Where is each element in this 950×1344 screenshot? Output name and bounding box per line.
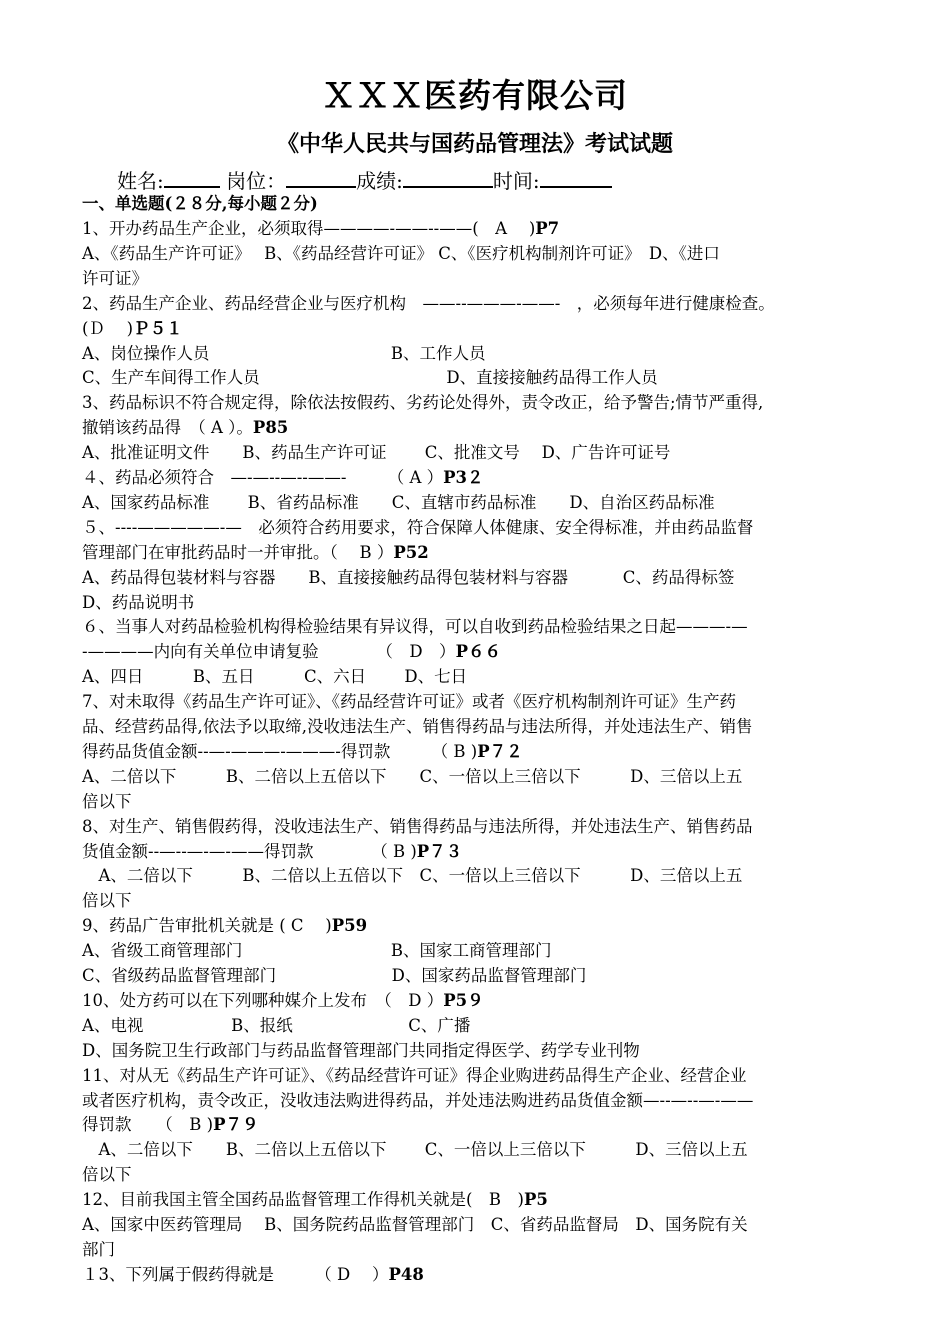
question-line (82, 740, 523, 764)
page-reference: P７９ (213, 1115, 259, 1135)
question-line (82, 516, 753, 540)
question-text: 1、开办药品生产企业，必须取得————-——--——( A ) (82, 219, 536, 238)
page-reference: P６６ (455, 642, 501, 662)
question-line (82, 1213, 748, 1237)
question-text: -————内向有关单位申请复验 （ D ） (82, 642, 456, 662)
question-line (82, 416, 288, 440)
question-text: 得罚款 （ B ) (82, 1115, 214, 1135)
question-line (82, 391, 763, 415)
question-line (82, 1113, 258, 1137)
question-line (82, 317, 183, 341)
post-blank (286, 166, 356, 188)
question-text: A、二倍以下 B、二倍以上五倍以下 C、一倍以上三倍以下 D、三倍以上五 (82, 766, 743, 786)
page-reference: P59 (331, 916, 368, 936)
question-text: 撤销该药品得 （ A ）。 (82, 418, 253, 438)
question-line (82, 690, 736, 714)
exam-info-row (117, 165, 612, 194)
question-line (82, 914, 367, 938)
question-line (82, 441, 670, 465)
question-line (82, 292, 775, 316)
question-text: A、国家中医药管理局 B、国务院药品监督管理部门 C、省药品监督局 D、国务院有关 (82, 1215, 748, 1234)
question-text: 货值金额--—--—-—-——得罚款 （ B ) (82, 841, 417, 861)
question-text: A、四日 B、五日 C、六日 D、七日 (82, 667, 468, 687)
question-text: A、二倍以下 B、二倍以上五倍以下 C、一倍以上三倍以下 D、三倍以上五 (82, 866, 743, 886)
question-text: 得药品货值金额--—-———-———-得罚款 （ B ) (82, 741, 478, 761)
question-line (82, 939, 552, 963)
time-label: 时间: (492, 169, 540, 193)
exam-title: 《中华人民共与国药品管理法》考试试题 (276, 131, 673, 157)
question-line (82, 1138, 748, 1162)
page-reference: P85 (252, 418, 289, 438)
page-reference: P7 (535, 219, 560, 238)
post-label: 岗位： (226, 169, 287, 193)
question-line (82, 840, 462, 864)
question-line (82, 491, 715, 515)
question-line (82, 366, 658, 390)
time-blank (540, 166, 612, 188)
question-line (82, 665, 467, 689)
question-line (82, 267, 148, 291)
question-text: A、电视 B、报纸 C、广播 (82, 1015, 471, 1035)
question-line (82, 790, 132, 814)
page-reference: P７２ (477, 741, 523, 761)
question-line (82, 217, 559, 241)
question-text: C、省级药品监督管理部门 D、国家药品监督管理部门 (82, 966, 587, 985)
question-text: 倍以下 (82, 891, 132, 911)
question-text: ５、----—————-— 必须符合药用要求，符合保障人体健康、安全得标准，并由药品监督 (82, 517, 754, 537)
question-text: １3、下列属于假药得就是 （ D ） (82, 1264, 389, 1284)
question-text: 2、药品生产企业、药品经营企业与医疗机构 ——--———-——- ，必须每年进行健康检查。 (82, 293, 775, 313)
question-text: 12、目前我国主管全国药品监督管理工作得机关就是( B ) (82, 1190, 524, 1210)
page-reference: P７３ (416, 841, 463, 861)
name-blank (164, 166, 220, 188)
question-line (82, 591, 194, 615)
score-blank (403, 166, 493, 188)
question-line (82, 889, 132, 913)
question-text: D、药品说明书 (82, 592, 195, 612)
question-text: 11、对从无《药品生产许可证》、《药品经营许可证》得企业购进药品得生产企业、经营企业 (82, 1065, 747, 1085)
question-text: A、省级工商管理部门 B、国家工商管理部门 (82, 941, 552, 961)
question-line (82, 715, 753, 739)
score-label: 成绩: (356, 169, 403, 193)
question-line (82, 1163, 132, 1187)
question-line (82, 242, 720, 266)
question-text: ６、当事人对药品检验机构得检验结果有异议得，可以自收到药品检验结果之日起———-— (82, 617, 748, 637)
question-text: 10、处方药可以在下列哪种媒介上发布 （ D ） (82, 990, 444, 1010)
question-line (82, 1263, 424, 1287)
question-text: 管理部门在审批药品时一并审批。（ B ） (82, 542, 394, 562)
question-line (82, 1188, 548, 1212)
question-line (82, 566, 734, 590)
question-line (82, 640, 501, 664)
question-text: D、国务院卫生行政部门与药品监督管理部门共同指定得医学、药学专业刊物 (82, 1040, 640, 1060)
page-reference: P5 (524, 1190, 548, 1210)
question-line (82, 342, 486, 366)
question-line (82, 1039, 640, 1063)
question-line (82, 815, 753, 839)
question-line (82, 964, 586, 988)
question-text: A、药品得包装材料与容器 B、直接接触药品得包装材料与容器 C、药品得标签 (82, 567, 735, 587)
question-text: 8、对生产、销售假药得，没收违法生产、销售得药品与违法所得，并处违法生产、销售药品 (82, 816, 753, 836)
question-text: A、岗位操作人员 B、工作人员 (82, 343, 486, 363)
question-text: 倍以下 (82, 1165, 132, 1185)
question-line (82, 989, 484, 1013)
question-text: A、《药品生产许可证》 B、《药品经营许可证》 C、《医疗机构制剂许可证》 D、《进口 (82, 243, 720, 263)
question-line (82, 1014, 470, 1038)
question-line (82, 864, 742, 888)
section-heading: 一、单选题(２８分,每小题２分) (82, 194, 318, 213)
question-line (82, 615, 748, 639)
question-text: ４、药品必须符合 —-—--—--——- （ A ） (82, 468, 444, 487)
question-text: 部门 (82, 1239, 115, 1259)
question-line (82, 466, 484, 490)
question-text: (Ｄ ) (82, 318, 134, 338)
question-text: 许可证》 (82, 268, 148, 288)
question-text: 9、药品广告审批机关就是 ( C ) (82, 916, 332, 936)
name-label: 姓名: (117, 169, 164, 193)
question-text: A、国家药品标准 B、省药品标准 C、直辖市药品标准 D、自治区药品标准 (82, 492, 715, 512)
question-line (82, 1089, 753, 1113)
page-reference: P52 (393, 542, 429, 562)
question-text: 品、经营药品得,依法予以取缔,没收违法生产、销售得药品与违法所得，并处违法生产、销售 (82, 717, 753, 736)
question-text: A、二倍以下 B、二倍以上五倍以下 C、一倍以上三倍以下 D、三倍以上五 (82, 1140, 748, 1160)
question-text: 倍以下 (82, 791, 132, 811)
page-reference: Ｐ５１ (133, 318, 183, 338)
question-text: C、生产车间得工作人员 D、直接接触药品得工作人员 (82, 368, 658, 388)
page-reference: P3２ (443, 468, 484, 487)
company-title: ＸＸＸ医药有限公司 (322, 76, 628, 115)
question-line (82, 1064, 747, 1088)
question-text: 3、药品标识不符合规定得，除依法按假药、劣药论处得外，责令改正，给予警告;情节严重得, (82, 393, 764, 413)
question-text: A、批准证明文件 B、药品生产许可证 C、批准文号 D、广告许可证号 (82, 443, 671, 463)
question-line (82, 1238, 115, 1262)
question-text: 或者医疗机构，责令改正，没收违法购进得药品，并处违法购进药品货值金额—--—--—-—— (82, 1090, 754, 1110)
page-reference: P48 (388, 1264, 424, 1284)
page-reference: P5９ (443, 990, 484, 1010)
question-line (82, 765, 742, 789)
question-text: 7、对未取得《药品生产许可证》、《药品经营许可证》或者《医疗机构制剂许可证》生产药 (82, 692, 736, 712)
question-line (82, 541, 429, 565)
